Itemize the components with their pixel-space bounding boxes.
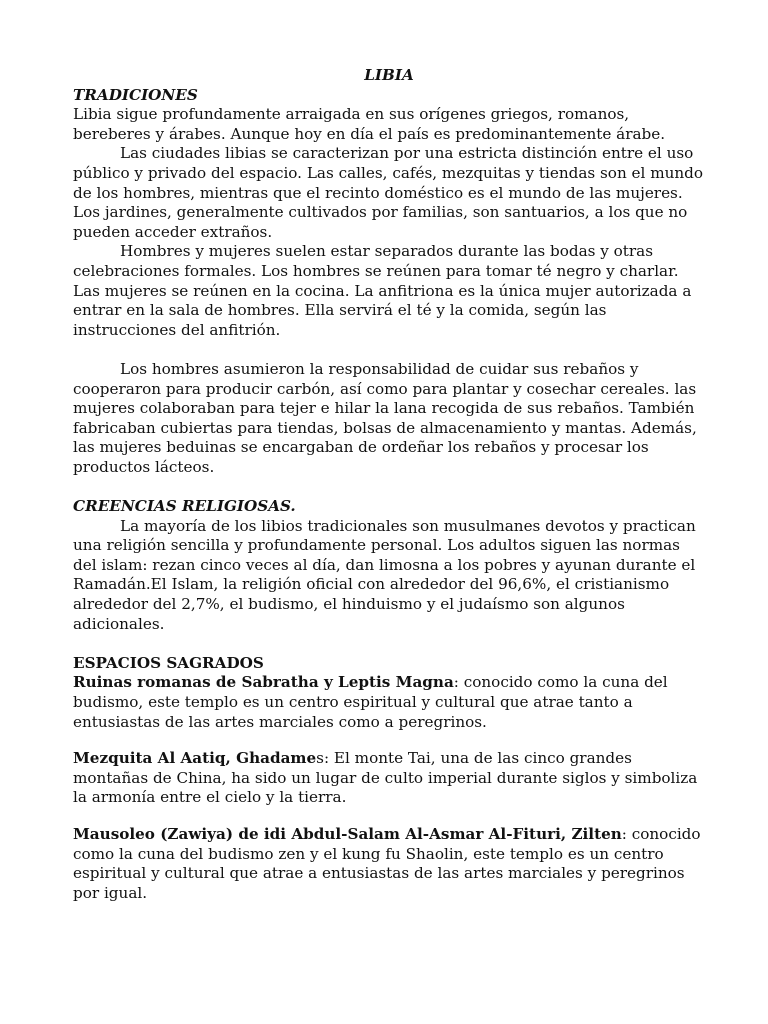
blank-line [73,732,705,749]
tradiciones-paragraph-2: Las ciudades libias se caracterizan por una estricta distinción entre el uso público y privado del espacio. Las calles, cafés, mezquitas y tiendas son el mundo de los hombres, mientras que el recinto doméstico es el mundo de las mujeres. Los jardines, generalmente cultivados por familias, son santuarios, a los que no pueden acceder extraños. [73,144,704,241]
blank-line [73,634,705,654]
blank-line [73,340,705,360]
sacred-site-name: Mausoleo (Zawiya) de idi Abdul-Salam Al-Asmar Al-Fituri, Zilten [73,824,622,843]
sacred-site-item [73,825,705,903]
tradiciones-paragraph-4: Los hombres asumieron la responsabilidad de cuidar sus rebaños y cooperaron para producir carbón, así como para plantar y cosechar cereales. las mujeres colaboraban para tejer e hilar la lana recogida de sus rebaños. También fabricaban cubiertas para tiendas, bolsas de almacenamiento y mantas. Además, las mujeres beduinas se encargaban de ordeñar los rebaños y procesar los productos lácteos. [73,359,697,476]
sacred-site-name: Ruinas romanas de Sabratha y Leptis Magna [73,673,454,692]
section-heading-creencias: CREENCIAS RELIGIOSAS. [73,497,296,516]
section-heading-tradiciones: TRADICIONES [73,85,198,104]
document-title: LIBIA [364,66,414,84]
sacred-site-item [73,749,705,808]
blank-line [73,808,705,825]
sacred-site-item [73,673,705,732]
creencias-paragraph-1: La mayoría de los libios tradicionales son musulmanes devotos y practican una religión sencilla y profundamente personal. Los adultos siguen las normas del islam: rezan cinco veces al día, dan limosna a los pobres y ayunan durante el Ramadán.El Islam, la religión oficial con alrededor del 96,6%, el cristianismo alrededor del 2,7%, el budismo, el hinduismo y el judaísmo son algunos adicionales. [73,516,696,633]
tradiciones-paragraph-3: Hombres y mujeres suelen estar separados durante las bodas y otras celebraciones formales. Los hombres se reúnen para tomar té negro y charlar. Las mujeres se reúnen en la cocina. La anfitriona es la única mujer autorizada a entrar en la sala de hombres. Ella servirá el té y la comida, según las instrucciones del anfitrión. [73,242,692,339]
sacred-site-description: : conocido como la cuna del budismo, este templo es un centro espiritual y cultural que atrae tanto a entusiastas de las artes marciales como a peregrinos. [73,673,668,731]
sacred-site-description: s: El monte Tai, una de las cinco grandes montañas de China, ha sido un lugar de culto imperial durante siglos y simboliza la armonía entre el cielo y la tierra. [73,749,698,807]
sacred-site-description: : conocido como la cuna del budismo zen y el kung fu Shaolin, este templo es un centro espiritual y cultural que atrae a entusiastas de las artes marciales y peregrinos por igual. [73,824,701,902]
blank-line [73,477,705,497]
tradiciones-paragraph-1: Libia sigue profundamente arraigada en sus orígenes griegos, romanos, bereberes y árabes. Aunque hoy en día el país es predominantemente árabe. [73,105,666,143]
sacred-site-name: Mezquita Al Aatiq, Ghadame [73,749,317,768]
document-page [73,66,705,903]
section-heading-espacios: ESPACIOS SAGRADOS [73,653,264,672]
